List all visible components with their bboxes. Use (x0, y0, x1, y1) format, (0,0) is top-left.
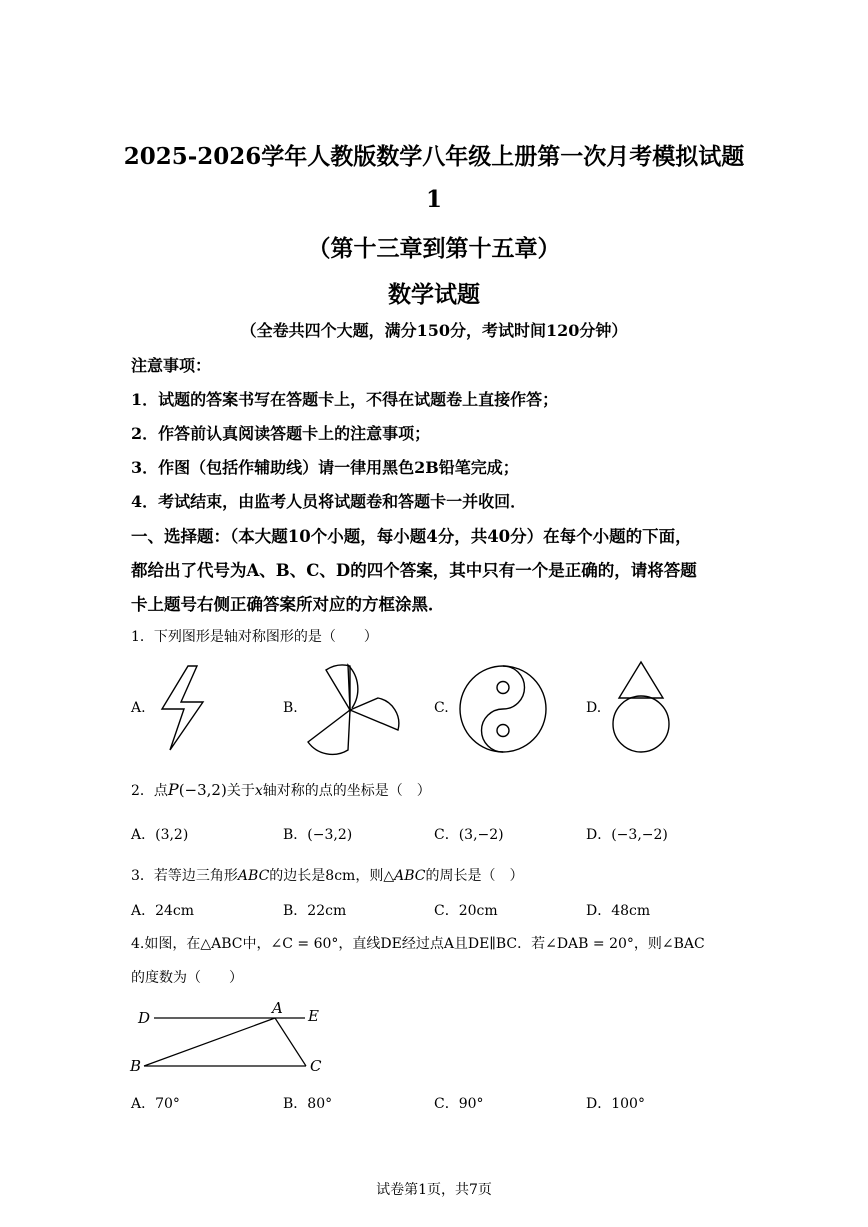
q2-stem-part: 轴对称的点的坐标是（ ） (262, 783, 431, 799)
q1-option-c-label: C. (434, 700, 449, 716)
label-d: D (138, 1009, 151, 1027)
label-e: E (308, 1007, 319, 1025)
note-item: 2．作答前认真阅读答题卡上的注意事项； (131, 424, 431, 443)
q2-stem-part: (−3,2) (178, 781, 227, 799)
note-item: 4．考试结束，由监考人员将试题卷和答题卡一并收回． (131, 492, 527, 511)
q3-option-c: C．20cm (434, 903, 498, 919)
question-4-stem-cont: 的度数为（ ） (131, 970, 243, 986)
q2-stem-part: 2．点 (131, 783, 168, 799)
question-4-stem: 4.如图，在△ABC中，∠C = 60°，直线DE经过点A且DE∥BC．若∠DAB = 20°，则∠BAC (131, 936, 705, 952)
lightning-icon (160, 664, 210, 754)
q3-stem-part: ABC (394, 868, 426, 884)
q2-stem-part: x (254, 783, 263, 799)
q2-option-c: C．(3,−2) (434, 827, 504, 843)
notes-heading: 注意事项： (131, 356, 212, 375)
q3-option-a: A．24cm (131, 903, 195, 919)
question-3-stem (131, 865, 523, 885)
label-b: B (130, 1057, 142, 1075)
section-heading: 一、选择题：（本大题10个小题，每小题4分，共40分）在每个小题的下面， (131, 527, 692, 546)
q2-option-d: D．(−3,−2) (586, 827, 668, 843)
q1-option-b-label: B. (283, 700, 298, 716)
q3-option-d: D．48cm (586, 903, 651, 919)
page-subtitle: （第十三章到第十五章） (307, 235, 561, 262)
section-instructions: 都给出了代号为A、B、C、D的四个答案，其中只有一个是正确的，请将答题 (131, 561, 697, 580)
label-a: A (272, 999, 283, 1017)
note-item: 1．试题的答案书写在答题卡上，不得在试题卷上直接作答； (131, 390, 559, 409)
q2-stem-part: P (167, 780, 179, 799)
q4-option-c: C．90° (434, 1096, 484, 1112)
page-footer: 试卷第1页，共7页 (376, 1182, 492, 1198)
q3-stem-part: ABC (237, 868, 270, 884)
q4-option-b: B．80° (283, 1096, 333, 1112)
q1-option-a-label: A. (131, 700, 146, 716)
question-2-stem (131, 780, 431, 800)
exam-name: 数学试题 (388, 281, 480, 308)
q2-option-b: B．(−3,2) (283, 827, 353, 843)
triangle-figure (128, 998, 338, 1076)
q4-option-a: A．70° (131, 1096, 180, 1112)
triangle-circle-icon (610, 660, 672, 756)
q1-option-d-label: D. (586, 700, 602, 716)
page-title: 2025-2026学年人教版数学八年级上册第一次月考模拟试题 (123, 143, 745, 170)
q4-option-d: D．100° (586, 1096, 645, 1112)
yin-yang-icon (458, 664, 548, 754)
label-c: C (310, 1057, 322, 1075)
q3-stem-part: 3．若等边三角形 (131, 868, 238, 884)
q2-stem-part: 关于 (226, 783, 255, 799)
q3-stem-part: 的周长是（ ） (425, 868, 524, 884)
q2-option-a: A．(3,2) (131, 827, 189, 843)
exam-info: （全卷共四个大题，满分150分，考试时间120分钟） (240, 321, 628, 340)
q3-stem-part: 的边长是8cm，则△ (269, 868, 395, 884)
question-1-stem: 1．下列图形是轴对称图形的是（ ） (131, 629, 378, 645)
note-item: 3．作图（包括作辅助线）请一律用黑色2B铅笔完成； (131, 458, 519, 477)
q3-option-b: B．22cm (283, 903, 347, 919)
pinwheel-icon (300, 660, 410, 755)
page-title-number: 1 (425, 186, 442, 213)
section-instructions: 卡上题号右侧正确答案所对应的方框涂黑． (131, 595, 445, 614)
